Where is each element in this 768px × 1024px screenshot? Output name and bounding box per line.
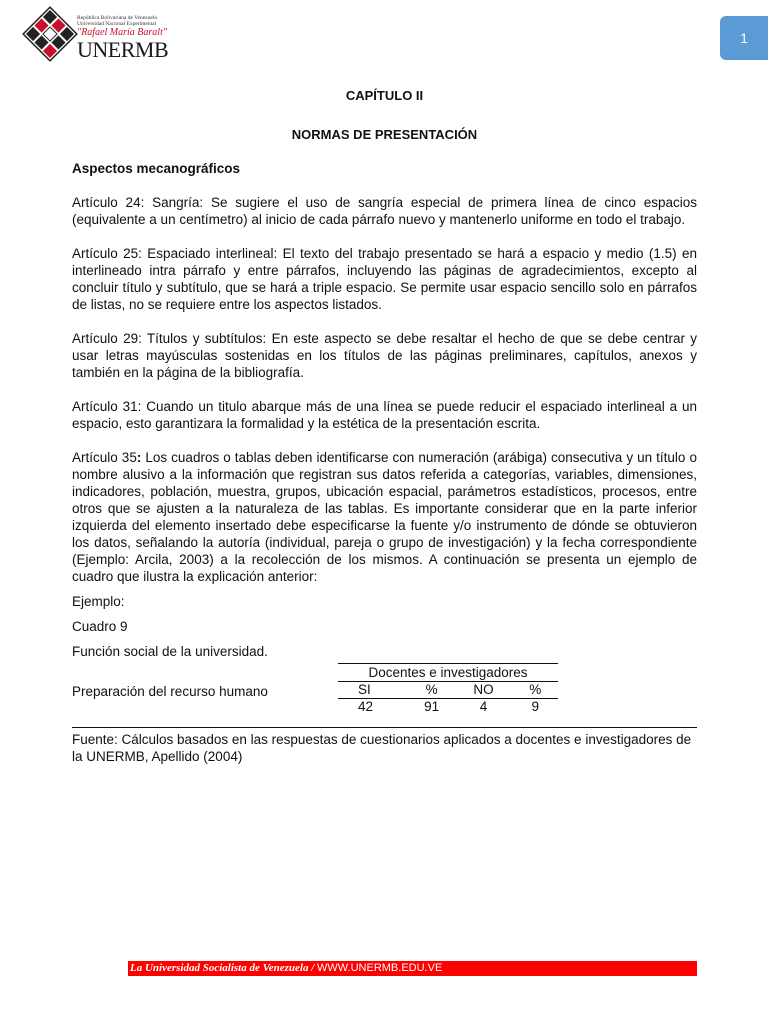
paragraph-articulo-25: Artículo 25: Espaciado interlineal: El texto del trabajo presentado se hará a espacio y medio (1.5) en interlineado intra párrafo y entre párrafos, incluyendo las páginas de agradecimientos, excepto al concluir título y subtítulo, que se hará a triple espacio. Se permite usar espacio sencillo solo en párrafos de listas, no se requiere entre los aspectos listados.	[72, 246, 697, 312]
logo-text-universidad: Universidad Nacional Experimental	[77, 21, 157, 27]
footer-slogan: La Universidad Socialista de Venezuela /	[130, 962, 317, 974]
table-cell-no: 4	[479, 699, 488, 714]
article35-label: Artículo 35	[72, 450, 137, 465]
university-logo	[22, 6, 172, 66]
article35-colon: :	[136, 450, 142, 465]
table-header-no: NO	[473, 682, 494, 697]
table-bottom-rule	[72, 727, 697, 728]
table-cell-pct-si: 91	[424, 699, 440, 714]
document-title: NORMAS DE PRESENTACIÓN	[291, 127, 478, 142]
table-title: Función social de la universidad.	[72, 644, 268, 659]
table-header-row	[338, 682, 558, 698]
logo-diamond-icon	[22, 6, 78, 62]
paragraph-articulo-31: Artículo 31: Cuando un titulo abarque más de una línea se puede reducir el espaciado interlineal a un espacio, esto garantizara la formalidad y la estética de la presentación escrita.	[72, 399, 697, 431]
logo-text-unermb: UNERMB	[77, 37, 169, 62]
paragraph-articulo-35	[72, 449, 697, 585]
logo-text-republica: República Bolivariana de Venezuela	[77, 15, 157, 21]
section-heading: Aspectos mecanográficos	[72, 161, 241, 176]
page-number: 1	[740, 30, 748, 46]
chapter-heading: CAPÍTULO II	[345, 88, 424, 103]
table-cell-pct-no: 9	[531, 699, 540, 714]
document-body	[72, 87, 697, 765]
article35-text: Los cuadros o tablas deben identificarse con numeración (arábiga) consecutiva y un título o nombre alusivo a la información que registran sus datos referida a categorías, variables, dimensiones, indicadores, población, muestra, grupos, ubicación espacial, parámetros estadísticos, procesos, entre otros que se ajusten a la naturaleza de las tablas. Es importante considerar que en la parte inferior izquierda del elemento insertado debe especificarse la fuente y/o instrumento de dónde se obtuvieron los datos, señalando la autoría (individual, pareja o grupo de investigación) y la fecha correspondiente (Ejemplo: Arcila, 2003) a la recolección de los mismos. A continuación se presenta un ejemplo de cuadro que ilustra la explicación anterior:	[72, 450, 697, 584]
footer-url-link[interactable]: WWW.UNERMB.EDU.VE	[317, 962, 443, 974]
paragraph-articulo-29: Artículo 29: Títulos y subtítulos: En este aspecto se debe resaltar el hecho de que se debe centrar y usar letras mayúsculas sostenidas en los títulos de las páginas preliminares, capítulos, anexos y también en la página de la bibliografía.	[72, 331, 697, 380]
table-number: Cuadro 9	[72, 619, 128, 634]
logo-text-rafael: "Rafael María Baralt"	[77, 27, 168, 38]
table-header-si: SI	[358, 682, 371, 697]
table-row	[338, 699, 558, 715]
data-table	[72, 663, 697, 723]
page-number-badge	[720, 16, 768, 60]
table-header-pct-no: %	[529, 682, 542, 697]
table-header-pct-si: %	[425, 682, 438, 697]
table-row-label: Preparación del recurso humano	[72, 684, 268, 699]
table-column-group	[338, 663, 558, 715]
table-source: Fuente: Cálculos basados en las respuestas de cuestionarios aplicados a docentes e investigadores de la UNERMB, Apellido (2004)	[72, 732, 692, 764]
paragraph-articulo-24: Artículo 24: Sangría: Se sugiere el uso de sangría especial de primera línea de cinco espacios (equivalente a un centímetro) al inicio de cada párrafo nuevo y mantenerlo uniforme en todo el trabajo.	[72, 195, 697, 227]
table-cell-si: 42	[358, 699, 374, 714]
table-group-header: Docentes e investigadores	[368, 665, 528, 680]
example-label: Ejemplo:	[72, 594, 125, 609]
footer-bar	[128, 961, 697, 976]
